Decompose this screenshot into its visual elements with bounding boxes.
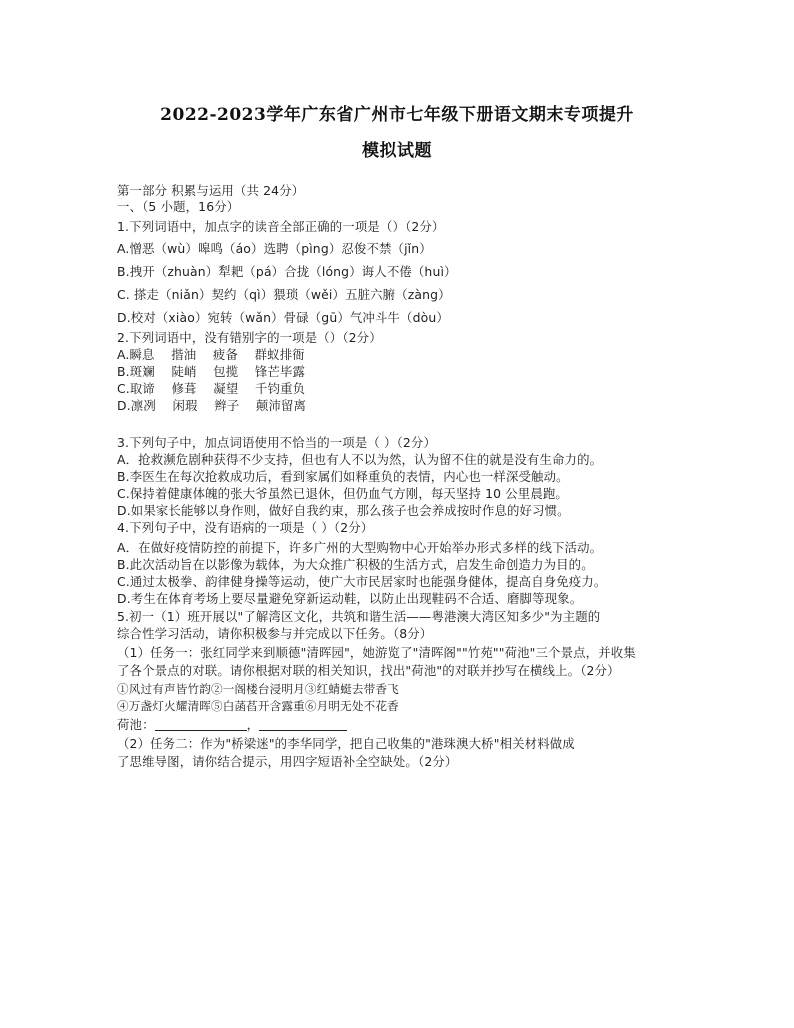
part-one-heading: 一、（5 小题，16分）: [117, 199, 240, 214]
question-3-option-b: B.李医生在每次抢救成功后，看到家属们如释重负的表情，内心也一样深受触动。: [117, 469, 569, 484]
question-2-option-d: D.凛冽 闲瑕 辫子 颠沛留离: [117, 398, 307, 413]
section-heading: 第一部分 积累与运用（共 24分）: [117, 183, 305, 198]
question-5-intro-line1: 5.初一（1）班开展以"了解湾区文化，共筑和谐生活——粤港澳大湾区知多少"为主题的: [117, 609, 601, 624]
question-2-option-c: C.取谛 修葺 凝望 千钧重负: [117, 381, 306, 396]
question-1-option-b: B.拽开（zhuàn）犁耙（pá）合拢（lóng）诲人不倦（huì）: [117, 264, 457, 279]
answer-line: [117, 717, 347, 732]
question-5-task1-line1: （1）任务一：张红同学来到顺德"清晖园"，她游览了"清晖阁""竹苑""荷池"三个景点，并收集: [117, 645, 636, 660]
answer-blank-2[interactable]: [259, 718, 347, 731]
question-4-stem: 4.下列句子中，没有语病的一项是（ ）（2分）: [117, 520, 374, 535]
question-2-option-a: A.瞬息 揩油 疲备 群蚁排衙: [117, 347, 305, 362]
question-3-option-c: C.保持着健康体魄的张大爷虽然已退休，但仍血气方刚，每天坚持 10 公里晨跑。: [117, 486, 568, 501]
question-2-stem: 2.下列词语中，没有错别字的一项是（）（2分）: [117, 330, 382, 345]
question-5-task1-line2: 了各个景点的对联。请你根据对联的相关知识，找出"荷池"的对联并抄写在横线上。（2分）: [117, 663, 620, 678]
question-4-option-a: A．在做好疫情防控的前提下，许多广州的大型购物中心开始举办形式多样的线下活动。: [117, 540, 603, 555]
question-1-stem: 1.下列词语中，加点字的读音全部正确的一项是（）（2分）: [117, 219, 445, 234]
couplets-line2: ④万盏灯火耀清晖⑤白菡萏开含露重⑥月明无处不花香: [117, 699, 399, 713]
question-5-task2-line2: 了思维导图，请你结合提示，用四字短语补全空缺处。（2分）: [117, 754, 458, 769]
question-4-option-d: D.考生在体育考场上要尽量避免穿新运动鞋，以防止出现鞋码不合适、磨脚等现象。: [117, 591, 583, 606]
document-title: 2022-2023学年广东省广州市七年级下册语文期末专项提升: [160, 105, 634, 125]
question-2-option-b: B.斑斓 陡峭 包揽 锋芒毕露: [117, 364, 306, 379]
question-4-option-c: C.通过太极拳、韵律健身操等运动，使广大市民居家时也能强身健体，提高自身免疫力。: [117, 574, 607, 589]
question-3-stem: 3.下列句子中，加点词语使用不恰当的一项是（ ）（2分）: [117, 435, 437, 450]
answer-blank-1[interactable]: [155, 718, 247, 731]
question-1-option-d: D.校对（xiào）宛转（wǎn）骨碌（gū）气冲斗牛（dòu）: [117, 310, 449, 325]
question-5-task2-line1: （2）任务二：作为"桥梁迷"的李华同学，把自己收集的"港珠澳大桥"相关材料做成: [117, 736, 575, 751]
document-subtitle: 模拟试题: [362, 141, 432, 161]
question-1-option-c: C. 搽走（niǎn）契约（qì）猥琐（wěi）五脏六腑（zàng）: [117, 287, 451, 302]
question-3-option-d: D.如果家长能够以身作则，做好自我约束，那么孩子也会养成按时作息的好习惯。: [117, 503, 570, 518]
question-4-option-b: B.此次活动旨在以影像为载体，为大众推广积极的生活方式，启发生命创造力为目的。: [117, 557, 594, 572]
question-5-intro-line2: 综合性学习活动，请你积极参与并完成以下任务。（8分）: [117, 626, 433, 641]
question-1-option-a: A.憎恶（wù）嗥鸣（áo）选聘（pìng）忍俊不禁（jǐn）: [117, 241, 432, 256]
couplets-line1: ①风过有声皆竹韵②一阁楼台浸明月③红蜻蜓去带香飞: [117, 682, 399, 696]
answer-comma: ，: [246, 717, 260, 732]
answer-label: 荷池：: [117, 717, 155, 732]
question-3-option-a: A．抢救濒危剧种获得不少支持，但也有人不以为然，认为留不住的就是没有生命力的。: [117, 452, 603, 467]
